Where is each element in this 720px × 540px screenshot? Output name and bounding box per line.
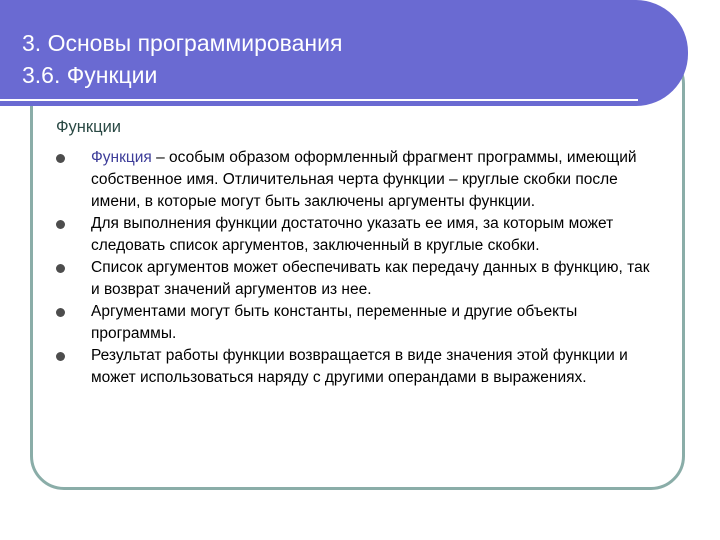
term-highlight: Функция xyxy=(91,149,152,166)
bullet-icon xyxy=(56,220,65,229)
list-item-text: Результат работы функции возвращается в виде значения этой функции и может использоваться наряду с другими операндами в выражениях. xyxy=(91,347,628,386)
list-item xyxy=(56,147,656,213)
header-divider xyxy=(0,99,638,101)
list-item-text: Список аргументов может обеспечивать как передачу данных в функцию, так и возврат значений аргументов из нее. xyxy=(91,259,650,298)
bullet-list xyxy=(56,147,656,389)
list-item xyxy=(56,301,656,345)
list-item xyxy=(56,257,656,301)
bullet-icon xyxy=(56,352,65,361)
list-item xyxy=(56,213,656,257)
bullet-icon xyxy=(56,154,65,163)
slide-title-line1: 3. Основы программирования xyxy=(22,30,343,56)
slide-title-line2: 3.6. Функции xyxy=(22,62,158,88)
section-title: Функции xyxy=(56,118,122,136)
list-item-text: Для выполнения функции достаточно указать ее имя, за которым может следовать список аргументов, заключенный в круглые скобки. xyxy=(91,215,614,254)
list-item xyxy=(56,345,656,389)
bullet-icon xyxy=(56,308,65,317)
bullet-icon xyxy=(56,264,65,273)
slide-header xyxy=(0,0,688,106)
list-item-text: – особым образом оформленный фрагмент программы, имеющий собственное имя. Отличительная черта функции – круглые скобки после имени, в которые могут быть заключены аргументы функции. xyxy=(91,149,637,210)
list-item-text: Аргументами могут быть константы, переменные и другие объекты программы. xyxy=(91,303,578,342)
